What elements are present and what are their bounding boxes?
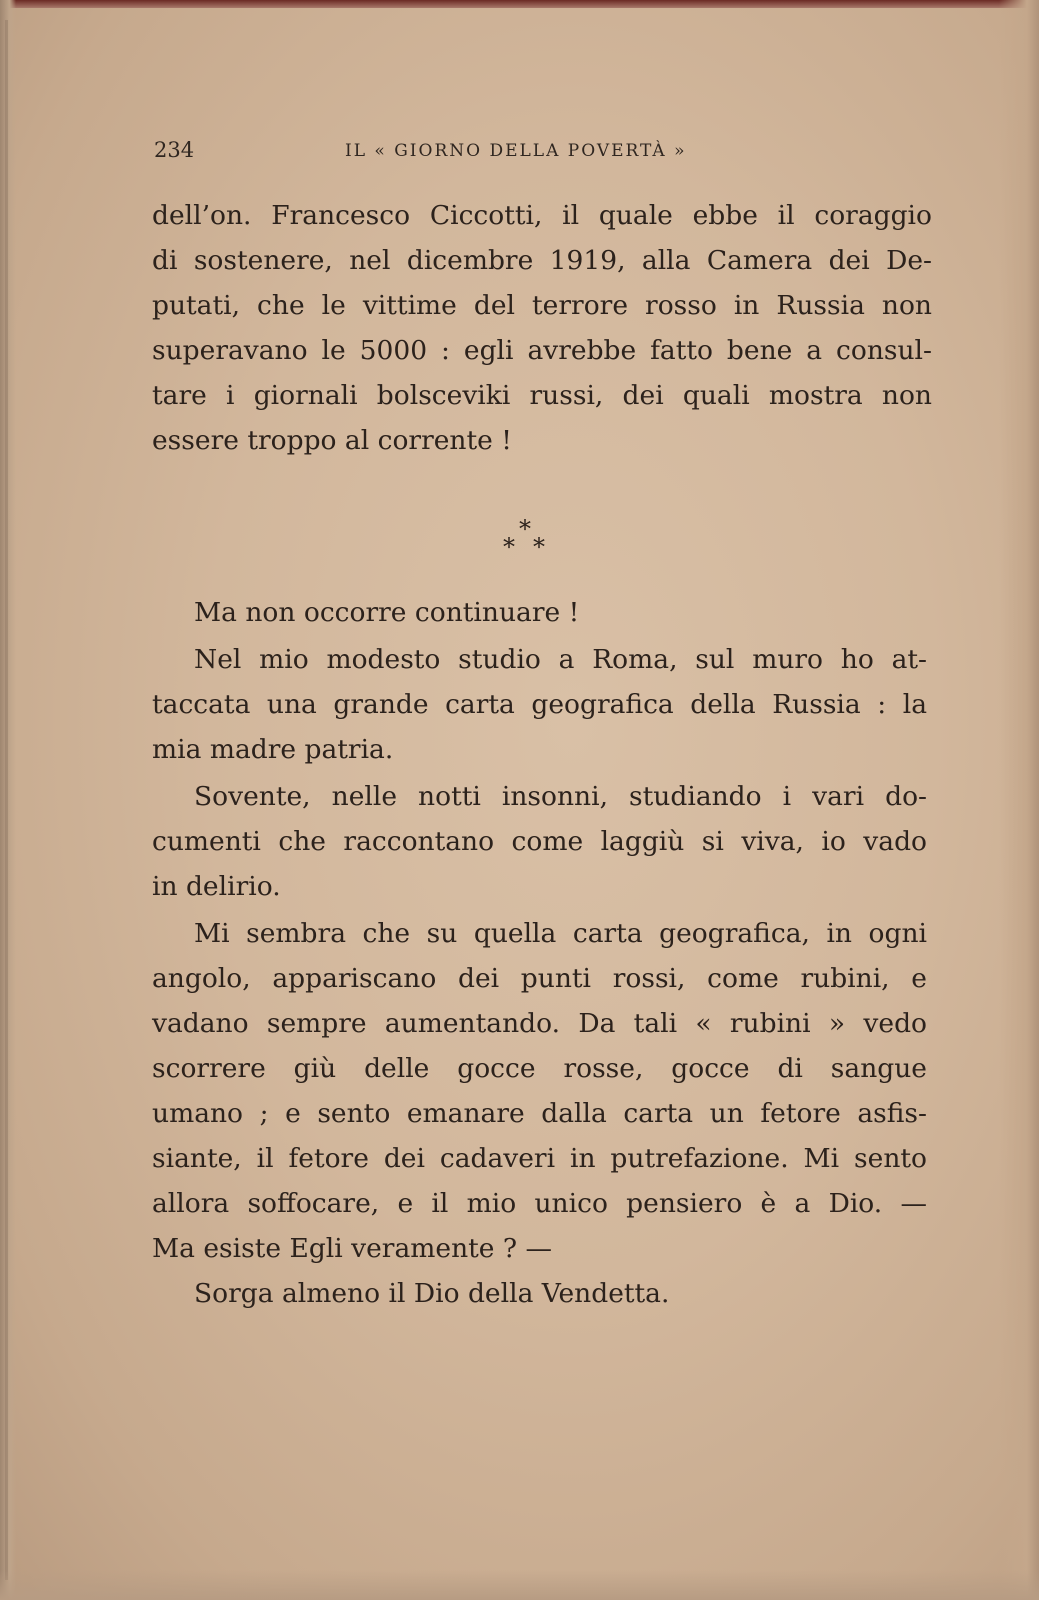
page-right-edge bbox=[999, 0, 1039, 1600]
page-left-edge bbox=[0, 0, 16, 1600]
section-break-asterism bbox=[500, 515, 560, 565]
text-line: di sostenere, nel dicembre 1919, alla Camera dei De- bbox=[152, 245, 932, 276]
paragraph-2 bbox=[152, 590, 927, 635]
asterism-star: * bbox=[503, 533, 515, 561]
section-2 bbox=[152, 590, 927, 1316]
text-line: superavano le 5000 : egli avrebbe fatto bene a consul- bbox=[152, 335, 932, 366]
text-line: tare i giornali bolsceviki russi, dei quali mostra non bbox=[152, 380, 932, 411]
text-line: putati, che le vittime del terrore rosso in Russia non bbox=[152, 290, 932, 321]
text-line: allora soffocare, e il mio unico pensiero è a Dio. — bbox=[152, 1188, 927, 1219]
paragraph-3 bbox=[152, 637, 927, 772]
paragraph-4 bbox=[152, 774, 927, 909]
text-line: essere troppo al corrente ! bbox=[152, 425, 512, 456]
paragraph-6 bbox=[152, 1271, 927, 1316]
page-number: 234 bbox=[154, 138, 195, 162]
text-line: umano ; e sento emanare dalla carta un fetore asfis- bbox=[152, 1098, 927, 1129]
text-line: scorrere giù delle gocce rosse, gocce di sangue bbox=[152, 1053, 927, 1084]
text-line: Sovente, nelle notti insonni, studiando i vari do- bbox=[194, 781, 927, 812]
text-line: Ma esiste Egli veramente ? — bbox=[152, 1233, 553, 1264]
text-line: siante, il fetore dei cadaveri in putrefazione. Mi sento bbox=[152, 1143, 927, 1174]
text-line: taccata una grande carta geografica della Russia : la bbox=[152, 689, 927, 720]
text-line: Ma non occorre continuare ! bbox=[194, 597, 580, 628]
asterism-star: * bbox=[519, 515, 531, 543]
text-line: Sorga almeno il Dio della Vendetta. bbox=[194, 1278, 670, 1309]
text-line: cumenti che raccontano come laggiù si viva, io vado bbox=[152, 826, 927, 857]
page-top-edge bbox=[0, 0, 1039, 8]
binding-shadow bbox=[5, 20, 8, 1580]
text-line: dell’on. Francesco Ciccotti, il quale ebbe il coraggio bbox=[152, 200, 932, 231]
running-title: IL « GIORNO DELLA POVERTÀ » bbox=[345, 141, 687, 161]
text-line: Mi sembra che su quella carta geografica, in ogni bbox=[194, 918, 927, 949]
paragraph-5 bbox=[152, 911, 927, 1271]
paragraph-1 bbox=[152, 193, 932, 463]
text-line: in delirio. bbox=[152, 871, 281, 902]
page-bottom-edge bbox=[0, 1570, 1039, 1600]
text-line: mia madre patria. bbox=[152, 734, 394, 765]
text-line: vadano sempre aumentando. Da tali « rubini » vedo bbox=[152, 1008, 927, 1039]
asterism-star: * bbox=[533, 533, 545, 561]
text-line: Nel mio modesto studio a Roma, sul muro ho at- bbox=[194, 644, 927, 675]
text-line: angolo, appariscano dei punti rossi, come rubini, e bbox=[152, 963, 927, 994]
